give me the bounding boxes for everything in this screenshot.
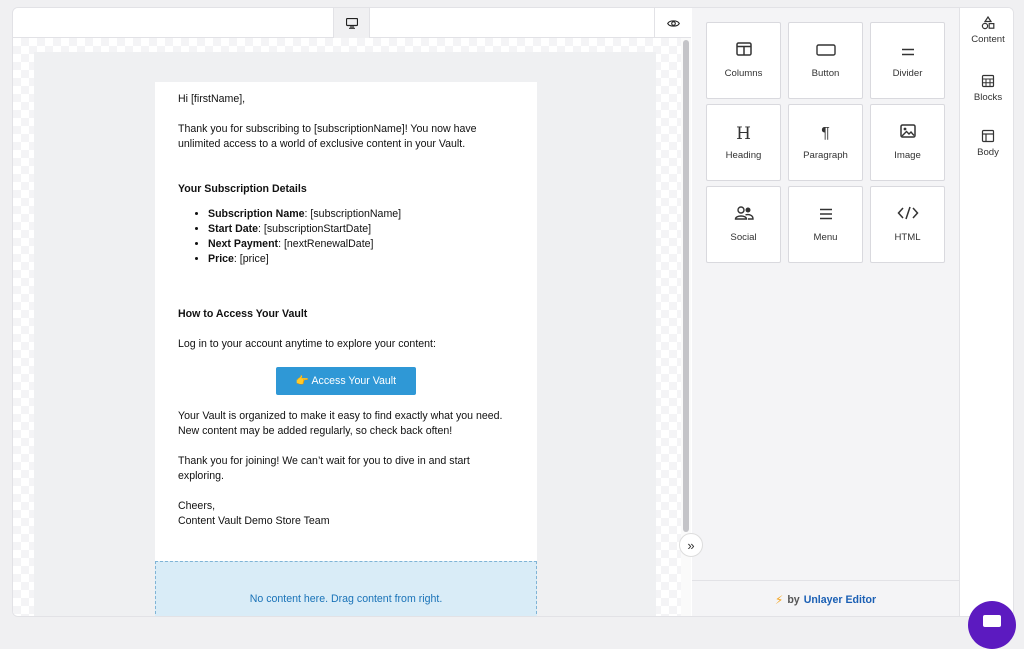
tile-label: HTML [894, 232, 921, 243]
tile-label: Button [811, 68, 840, 79]
scroll-thumb[interactable] [683, 40, 689, 532]
access-text: Log in to your account anytime to explore your content: [178, 338, 436, 350]
tile-heading[interactable] [706, 104, 781, 181]
tile-label: Image [894, 150, 921, 161]
list-item: • Next Payment: [nextRenewalDate] [208, 237, 514, 252]
tile-paragraph[interactable] [788, 104, 863, 181]
chat-launcher-button[interactable] [968, 601, 1016, 649]
email-intro: Thank you for subscribing to [subscriptionName]! You now have unlimited access to a world of exclusive content in your Vault. [178, 123, 477, 150]
columns-icon [736, 42, 752, 56]
thanks-text: Thank you for joining! We can’t wait for you to dive in and start exploring. [178, 455, 470, 482]
panel-tabs [959, 8, 1014, 617]
tab-label: Body [977, 147, 999, 158]
shapes-icon [981, 16, 995, 30]
branding-by: by [787, 593, 800, 606]
desktop-view-button[interactable] [333, 8, 370, 38]
email-greeting: Hi [firstName], [178, 93, 246, 105]
empty-dropzone[interactable] [155, 561, 537, 617]
tab-body[interactable] [960, 121, 1014, 175]
heading-icon: H [736, 124, 751, 144]
tile-label: Divider [892, 68, 923, 79]
tile-image[interactable] [870, 104, 945, 181]
button-icon [816, 44, 836, 56]
dropzone-text: No content here. Drag content from right. [249, 593, 443, 605]
tile-divider[interactable] [870, 22, 945, 99]
canvas-area [13, 8, 691, 617]
image-icon [900, 124, 916, 138]
double-chevron-right-icon: » [687, 537, 695, 553]
editor-frame [12, 7, 1014, 617]
lightning-icon: ⚡ [774, 592, 784, 607]
tab-blocks[interactable] [960, 66, 1014, 120]
signature: Content Vault Demo Store Team [178, 515, 330, 527]
access-heading: How to Access Your Vault [178, 308, 308, 320]
signoff: Cheers, [178, 500, 216, 512]
tile-label: Social [730, 232, 757, 243]
html-icon [897, 206, 919, 220]
list-item: • Start Date: [subscriptionStartDate] [208, 222, 514, 237]
tile-label: Paragraph [803, 150, 848, 161]
details-list [178, 207, 514, 267]
blocks-icon [981, 74, 995, 88]
canvas-scrollbar[interactable] [681, 38, 691, 617]
tab-content[interactable] [960, 8, 1014, 62]
desktop-icon [346, 18, 358, 29]
tab-label: Blocks [973, 92, 1003, 103]
tile-label: Menu [813, 232, 838, 243]
social-icon [734, 206, 754, 220]
access-vault-button[interactable]: 👉 Access Your Vault [276, 367, 416, 395]
preview-button[interactable] [654, 8, 691, 38]
organized-text: Your Vault is organized to make it easy to find exactly what you need. New content may be added regularly, so check back often! [178, 410, 503, 437]
tab-label: Content [971, 34, 1005, 45]
tile-html[interactable] [870, 186, 945, 263]
chat-icon [983, 615, 1001, 627]
paragraph-icon: ¶ [821, 125, 830, 142]
tile-columns[interactable] [706, 22, 781, 99]
tile-social[interactable] [706, 186, 781, 263]
body-icon [981, 129, 995, 143]
list-item: • Subscription Name: [subscriptionName] [208, 207, 514, 222]
tile-label: Heading [725, 150, 762, 161]
divider-icon [901, 48, 915, 56]
tile-menu[interactable] [788, 186, 863, 263]
branding-name: Unlayer Editor [803, 593, 877, 606]
canvas-toolbar [13, 8, 691, 38]
tools-panel [692, 8, 959, 617]
tile-label: Columns [724, 68, 763, 79]
eye-icon [667, 19, 680, 28]
email-content[interactable] [155, 82, 537, 562]
list-item: • Price: [price] [208, 252, 514, 267]
collapse-panel-button[interactable] [679, 533, 703, 557]
branding-footer[interactable] [692, 580, 959, 617]
tile-button[interactable] [788, 22, 863, 99]
details-heading: Your Subscription Details [178, 183, 307, 195]
menu-icon [819, 208, 833, 220]
